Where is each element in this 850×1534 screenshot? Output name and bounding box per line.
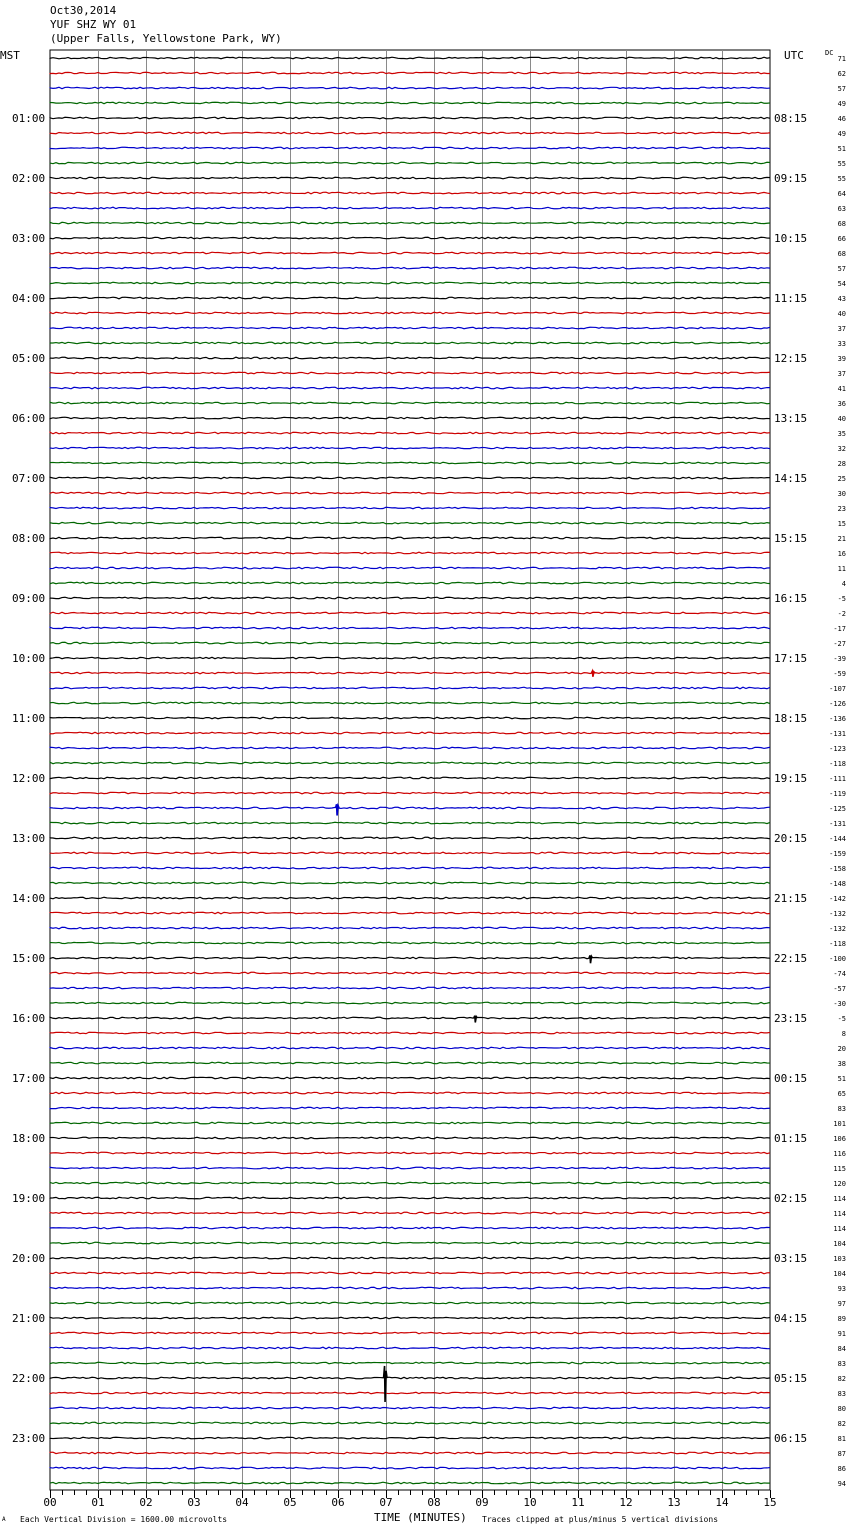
left-hour-label: 15:00 — [12, 952, 46, 965]
trace-line — [50, 87, 770, 89]
dc-offset-label: 37 — [837, 325, 846, 333]
trace-line — [50, 1407, 770, 1409]
trace-line — [50, 1257, 770, 1259]
seismic-event — [474, 1016, 478, 1023]
dc-offset-label: -132 — [829, 925, 846, 933]
trace-line — [50, 132, 770, 134]
trace-line — [50, 567, 770, 569]
dc-offset-label: -100 — [829, 955, 846, 963]
trace-line — [50, 1482, 770, 1484]
dc-offset-label: 32 — [837, 445, 846, 453]
x-tick-label: 09 — [475, 1496, 489, 1509]
trace-line — [50, 1047, 770, 1049]
left-hour-label: 16:00 — [12, 1012, 46, 1025]
trace-line — [50, 1077, 770, 1079]
trace-line — [50, 957, 770, 959]
right-hour-label: 22:15 — [774, 952, 808, 965]
right-hour-label: 18:15 — [774, 712, 808, 725]
dc-offset-label: -159 — [829, 850, 846, 858]
dc-offset-label: 106 — [833, 1135, 846, 1143]
trace-line — [50, 342, 770, 344]
dc-offset-label: -118 — [829, 940, 846, 948]
dc-offset-label: 40 — [837, 310, 846, 318]
trace-line — [50, 837, 770, 839]
trace-line — [50, 147, 770, 149]
right-hour-label: 01:15 — [774, 1132, 808, 1145]
dc-offset-label: 82 — [837, 1420, 846, 1428]
x-tick-label: 13 — [667, 1496, 681, 1509]
dc-offset-label: 82 — [837, 1375, 846, 1383]
left-hour-label: 12:00 — [12, 772, 46, 785]
dc-offset-label: 38 — [837, 1060, 846, 1068]
trace-line — [50, 897, 770, 899]
dc-offset-label: 21 — [837, 535, 846, 543]
dc-offset-label: 66 — [837, 235, 846, 243]
dc-offset-label: 46 — [837, 115, 846, 123]
trace-line — [50, 1302, 770, 1304]
dc-offset-label: -131 — [829, 820, 846, 828]
dc-offset-label: 62 — [837, 70, 846, 78]
left-timezone: MST — [0, 49, 20, 62]
trace-line — [50, 57, 770, 59]
trace-line — [50, 942, 770, 944]
dc-offset-label: -30 — [833, 1000, 846, 1008]
dc-offset-label: -142 — [829, 895, 846, 903]
right-hour-label: 19:15 — [774, 772, 808, 785]
dc-offset-label: 64 — [837, 190, 846, 198]
dc-offset-label: 116 — [833, 1150, 846, 1158]
x-tick-label: 14 — [715, 1496, 729, 1509]
right-hour-label: 15:15 — [774, 532, 808, 545]
trace-line — [50, 267, 770, 269]
dc-offset-label: 81 — [837, 1435, 846, 1443]
x-axis-label: TIME (MINUTES) — [374, 1511, 467, 1524]
trace-line — [50, 492, 770, 494]
trace-line — [50, 357, 770, 359]
x-tick-label: 08 — [427, 1496, 441, 1509]
trace-line — [50, 387, 770, 389]
dc-offset-label: 25 — [837, 475, 846, 483]
trace-line — [50, 807, 770, 809]
trace-line — [50, 372, 770, 374]
trace-line — [50, 1272, 770, 1274]
trace-line — [50, 1392, 770, 1394]
station-location: (Upper Falls, Yellowstone Park, WY) — [50, 32, 282, 45]
dc-offset-label: -158 — [829, 865, 846, 873]
x-tick-label: 10 — [523, 1496, 537, 1509]
trace-line — [50, 792, 770, 794]
right-hour-label: 14:15 — [774, 472, 808, 485]
dc-offset-label: 55 — [837, 175, 846, 183]
dc-offset-label: 54 — [837, 280, 846, 288]
dc-offset-label: -107 — [829, 685, 846, 693]
dc-offset-label: 55 — [837, 160, 846, 168]
trace-line — [50, 207, 770, 209]
trace-line — [50, 222, 770, 224]
dc-offset-label: -125 — [829, 805, 846, 813]
trace-line — [50, 1227, 770, 1229]
left-hour-label: 10:00 — [12, 652, 46, 665]
dc-header: DC — [825, 49, 834, 57]
trace-line — [50, 987, 770, 989]
left-hour-label: 08:00 — [12, 532, 46, 545]
dc-offset-label: -119 — [829, 790, 846, 798]
dc-offset-label: 86 — [837, 1465, 846, 1473]
dc-offset-label: 41 — [837, 385, 846, 393]
trace-line — [50, 462, 770, 464]
trace-line — [50, 417, 770, 419]
trace-line — [50, 1167, 770, 1169]
corner-mark: A — [2, 1516, 6, 1523]
dc-offset-label: 104 — [833, 1240, 846, 1248]
dc-offset-label: 114 — [833, 1195, 846, 1203]
dc-offset-label: 93 — [837, 1285, 846, 1293]
trace-line — [50, 522, 770, 524]
trace-line — [50, 237, 770, 239]
x-tick-label: 12 — [619, 1496, 633, 1509]
right-hour-label: 21:15 — [774, 892, 808, 905]
trace-line — [50, 1062, 770, 1064]
dc-offset-label: -5 — [837, 595, 846, 603]
trace-line — [50, 912, 770, 914]
trace-line — [50, 477, 770, 479]
dc-offset-label: 16 — [837, 550, 846, 558]
right-hour-label: 17:15 — [774, 652, 808, 665]
dc-offset-label: 83 — [837, 1360, 846, 1368]
dc-offset-label: 87 — [837, 1450, 846, 1458]
left-hour-label: 06:00 — [12, 412, 46, 425]
right-hour-label: 04:15 — [774, 1312, 808, 1325]
left-hour-label: 13:00 — [12, 832, 46, 845]
trace-line — [50, 312, 770, 314]
dc-offset-label: 57 — [837, 85, 846, 93]
left-hour-label: 02:00 — [12, 172, 46, 185]
right-timezone: UTC — [784, 49, 804, 62]
dc-offset-label: 51 — [837, 145, 846, 153]
dc-offset-label: 71 — [837, 55, 846, 63]
dc-offset-label: 84 — [837, 1345, 846, 1353]
dc-offset-label: -5 — [837, 1015, 846, 1023]
trace-line — [50, 1032, 770, 1034]
dc-offset-label: 36 — [837, 400, 846, 408]
trace-line — [50, 177, 770, 179]
dc-offset-label: -57 — [833, 985, 846, 993]
trace-line — [50, 972, 770, 974]
dc-offset-label: 20 — [837, 1045, 846, 1053]
plot-frame — [50, 50, 770, 1490]
x-tick-label: 03 — [187, 1496, 201, 1509]
dc-offset-label: 43 — [837, 295, 846, 303]
x-tick-label: 05 — [283, 1496, 297, 1509]
trace-line — [50, 1002, 770, 1004]
trace-line — [50, 1287, 770, 1289]
trace-line — [50, 1452, 770, 1454]
dc-offset-label: 114 — [833, 1225, 846, 1233]
left-hour-label: 03:00 — [12, 232, 46, 245]
x-tick-label: 00 — [43, 1496, 57, 1509]
vertical-division-note: Each Vertical Division = 1600.00 microvolts — [20, 1515, 228, 1524]
dc-offset-label: -39 — [833, 655, 846, 663]
dc-offset-label: 23 — [837, 505, 846, 513]
trace-line — [50, 717, 770, 719]
dc-offset-label: 101 — [833, 1120, 846, 1128]
station-name: YUF SHZ WY 01 — [50, 18, 137, 31]
trace-line — [50, 612, 770, 614]
dc-offset-label: 68 — [837, 220, 846, 228]
left-hour-label: 07:00 — [12, 472, 46, 485]
trace-line — [50, 1017, 770, 1019]
left-hour-label: 05:00 — [12, 352, 46, 365]
dc-offset-label: 91 — [837, 1330, 846, 1338]
x-tick-label: 15 — [763, 1496, 777, 1509]
trace-line — [50, 687, 770, 689]
trace-line — [50, 192, 770, 194]
dc-offset-label: -59 — [833, 670, 846, 678]
trace-line — [50, 1467, 770, 1469]
trace-line — [50, 1242, 770, 1244]
dc-offset-label: 57 — [837, 265, 846, 273]
clipping-note: Traces clipped at plus/minus 5 vertical divisions — [482, 1515, 719, 1524]
dc-offset-label: 89 — [837, 1315, 846, 1323]
trace-line — [50, 1122, 770, 1124]
trace-line — [50, 627, 770, 629]
left-hour-label: 20:00 — [12, 1252, 46, 1265]
dc-offset-label: -131 — [829, 730, 846, 738]
trace-line — [50, 1197, 770, 1199]
trace-line — [50, 777, 770, 779]
dc-offset-label: 114 — [833, 1210, 846, 1218]
left-hour-label: 19:00 — [12, 1192, 46, 1205]
x-tick-label: 01 — [91, 1496, 105, 1509]
trace-line — [50, 702, 770, 704]
dc-offset-label: -111 — [829, 775, 846, 783]
dc-offset-label: -132 — [829, 910, 846, 918]
dc-offset-label: -27 — [833, 640, 846, 648]
trace-line — [50, 447, 770, 449]
trace-line — [50, 282, 770, 284]
dc-offset-label: 37 — [837, 370, 846, 378]
trace-line — [50, 552, 770, 554]
chart-date: Oct30,2014 — [50, 4, 117, 17]
dc-offset-label: 97 — [837, 1300, 846, 1308]
dc-offset-label: 49 — [837, 100, 846, 108]
trace-line — [50, 117, 770, 119]
trace-line — [50, 1347, 770, 1349]
right-hour-label: 02:15 — [774, 1192, 808, 1205]
trace-line — [50, 327, 770, 329]
dc-offset-label: 94 — [837, 1480, 846, 1488]
dc-offset-label: -17 — [833, 625, 846, 633]
x-tick-label: 07 — [379, 1496, 393, 1509]
dc-offset-label: 11 — [837, 565, 846, 573]
dc-offset-label: -123 — [829, 745, 846, 753]
right-hour-label: 20:15 — [774, 832, 808, 845]
trace-line — [50, 1107, 770, 1109]
dc-offset-label: 28 — [837, 460, 846, 468]
dc-offset-label: -2 — [837, 610, 846, 618]
trace-line — [50, 852, 770, 854]
dc-offset-label: 120 — [833, 1180, 846, 1188]
trace-line — [50, 642, 770, 644]
left-hour-label: 23:00 — [12, 1432, 46, 1445]
x-tick-label: 04 — [235, 1496, 249, 1509]
dc-offset-label: 63 — [837, 205, 846, 213]
right-hour-label: 23:15 — [774, 1012, 808, 1025]
trace-line — [50, 432, 770, 434]
trace-line — [50, 732, 770, 734]
trace-line — [50, 1362, 770, 1364]
right-hour-label: 05:15 — [774, 1372, 808, 1385]
seismic-event — [591, 671, 595, 677]
trace-line — [50, 657, 770, 659]
dc-offset-label: -148 — [829, 880, 846, 888]
left-hour-label: 11:00 — [12, 712, 46, 725]
trace-line — [50, 1422, 770, 1424]
trace-line — [50, 402, 770, 404]
dc-offset-label: 80 — [837, 1405, 846, 1413]
dc-offset-label: 104 — [833, 1270, 846, 1278]
trace-line — [50, 1332, 770, 1334]
trace-line — [50, 102, 770, 104]
right-hour-label: 16:15 — [774, 592, 808, 605]
right-hour-label: 11:15 — [774, 292, 808, 305]
left-hour-label: 21:00 — [12, 1312, 46, 1325]
right-hour-label: 06:15 — [774, 1432, 808, 1445]
dc-offset-label: 33 — [837, 340, 846, 348]
dc-offset-label: -74 — [833, 970, 846, 978]
dc-offset-label: 30 — [837, 490, 846, 498]
dc-offset-label: -126 — [829, 700, 846, 708]
dc-offset-label: -144 — [829, 835, 846, 843]
right-hour-label: 00:15 — [774, 1072, 808, 1085]
trace-line — [50, 1152, 770, 1154]
trace-line — [50, 1317, 770, 1319]
seismic-event — [589, 955, 593, 963]
right-hour-label: 08:15 — [774, 112, 808, 125]
x-tick-label: 11 — [571, 1496, 585, 1509]
left-hour-label: 14:00 — [12, 892, 46, 905]
dc-offset-label: -118 — [829, 760, 846, 768]
left-hour-label: 22:00 — [12, 1372, 46, 1385]
right-hour-label: 13:15 — [774, 412, 808, 425]
dc-offset-label: 83 — [837, 1105, 846, 1113]
right-hour-label: 12:15 — [774, 352, 808, 365]
dc-offset-label: 40 — [837, 415, 846, 423]
dc-offset-label: 65 — [837, 1090, 846, 1098]
trace-line — [50, 72, 770, 74]
trace-line — [50, 762, 770, 764]
trace-line — [50, 1182, 770, 1184]
trace-line — [50, 672, 770, 674]
trace-line — [50, 882, 770, 884]
right-hour-label: 10:15 — [774, 232, 808, 245]
right-hour-label: 09:15 — [774, 172, 808, 185]
left-hour-label: 09:00 — [12, 592, 46, 605]
dc-offset-label: 83 — [837, 1390, 846, 1398]
dc-offset-label: 49 — [837, 130, 846, 138]
dc-offset-label: 35 — [837, 430, 846, 438]
trace-line — [50, 1137, 770, 1139]
dc-offset-label: 103 — [833, 1255, 846, 1263]
trace-line — [50, 1212, 770, 1214]
trace-line — [50, 1377, 770, 1379]
trace-line — [50, 597, 770, 599]
trace-line — [50, 747, 770, 749]
trace-line — [50, 822, 770, 824]
left-hour-label: 18:00 — [12, 1132, 46, 1145]
dc-offset-label: -136 — [829, 715, 846, 723]
trace-line — [50, 1092, 770, 1094]
left-hour-label: 17:00 — [12, 1072, 46, 1085]
dc-offset-label: 115 — [833, 1165, 846, 1173]
dc-offset-label: 68 — [837, 250, 846, 258]
right-hour-label: 03:15 — [774, 1252, 808, 1265]
trace-line — [50, 537, 770, 539]
dc-offset-label: 4 — [841, 580, 846, 588]
dc-offset-label: 15 — [837, 520, 846, 528]
trace-line — [50, 582, 770, 584]
trace-line — [50, 867, 770, 869]
dc-offset-label: 8 — [841, 1030, 846, 1038]
trace-line — [50, 252, 770, 254]
trace-line — [50, 507, 770, 509]
trace-line — [50, 162, 770, 164]
left-hour-label: 04:00 — [12, 292, 46, 305]
x-tick-label: 06 — [331, 1496, 345, 1509]
trace-line — [50, 1437, 770, 1439]
dc-offset-label: 39 — [837, 355, 846, 363]
trace-line — [50, 297, 770, 299]
x-tick-label: 02 — [139, 1496, 153, 1509]
left-hour-label: 01:00 — [12, 112, 46, 125]
trace-line — [50, 927, 770, 929]
dc-offset-label: 51 — [837, 1075, 846, 1083]
